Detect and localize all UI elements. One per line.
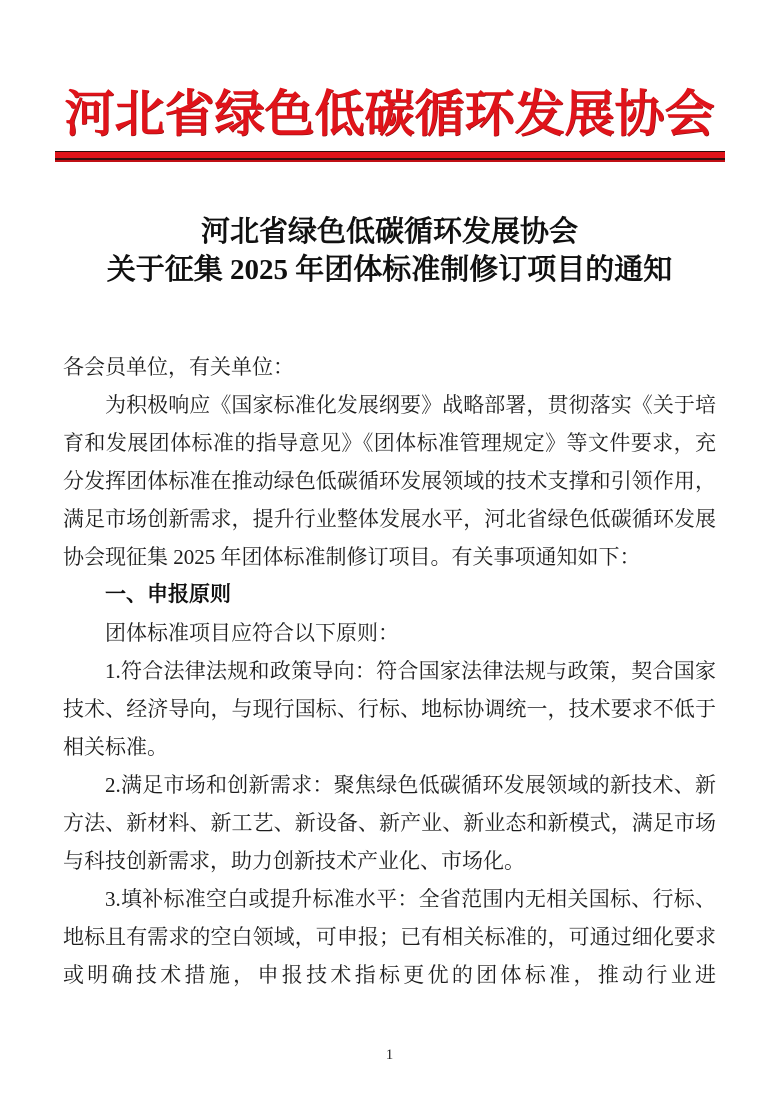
letterhead [55,0,725,146]
body-paragraph-principles-lead: 团体标准项目应符合以下原则： [105,621,399,645]
body-paragraph-principle-1: 1.符合法律法规和政策导向：符合国家法律法规与政策，契合国家技术、经济导向，与现行国标、行标、地标协调统一，技术要求不低于相关标准。 [63,659,716,759]
letterhead-org-name: 河北省绿色低碳循环发展协会 [64,86,715,142]
document-title [0,213,779,289]
document-title-line-2: 关于征集 2025 年团体标准制修订项目的通知 [106,254,673,286]
page-number: 1 [385,1047,394,1063]
section-heading-application-principles: 一、申报原则 [105,583,231,606]
document-title-line-1: 河北省绿色低碳循环发展协会 [200,216,578,248]
body-paragraph-intro: 为积极响应《国家标准化发展纲要》战略部署，贯彻落实《关于培育和发展团体标准的指导意见》《团体标准管理规定》等文件要求，充分发挥团体标准在推动绿色低碳循环发展领域的技术支撑和引领作用，满足市场创新需求，提升行业整体发展水平，河北省绿色低碳循环发展协会现征集 2025 年团体标准制修订项目。有关事项通知如下： [63,393,716,569]
salutation-line: 各会员单位，有关单位： [63,355,294,379]
letterhead-divider-rule [55,151,725,162]
rule-thin-line [55,160,725,162]
rule-thick-line [55,151,725,158]
body-paragraph-principle-2: 2.满足市场和创新需求：聚焦绿色低碳循环发展领域的新技术、新方法、新材料、新工艺、新设备、新产业、新业态和新模式，满足市场与科技创新需求，助力创新技术产业化、市场化。 [63,773,716,873]
document-body [63,348,716,994]
body-paragraph-principle-3: 3.填补标准空白或提升标准水平：全省范围内无相关国标、行标、地标且有需求的空白领域，可申报；已有相关标准的，可通过细化要求或明确技术措施，申报技术指标更优的团体标准，推动行业进 [63,887,716,987]
